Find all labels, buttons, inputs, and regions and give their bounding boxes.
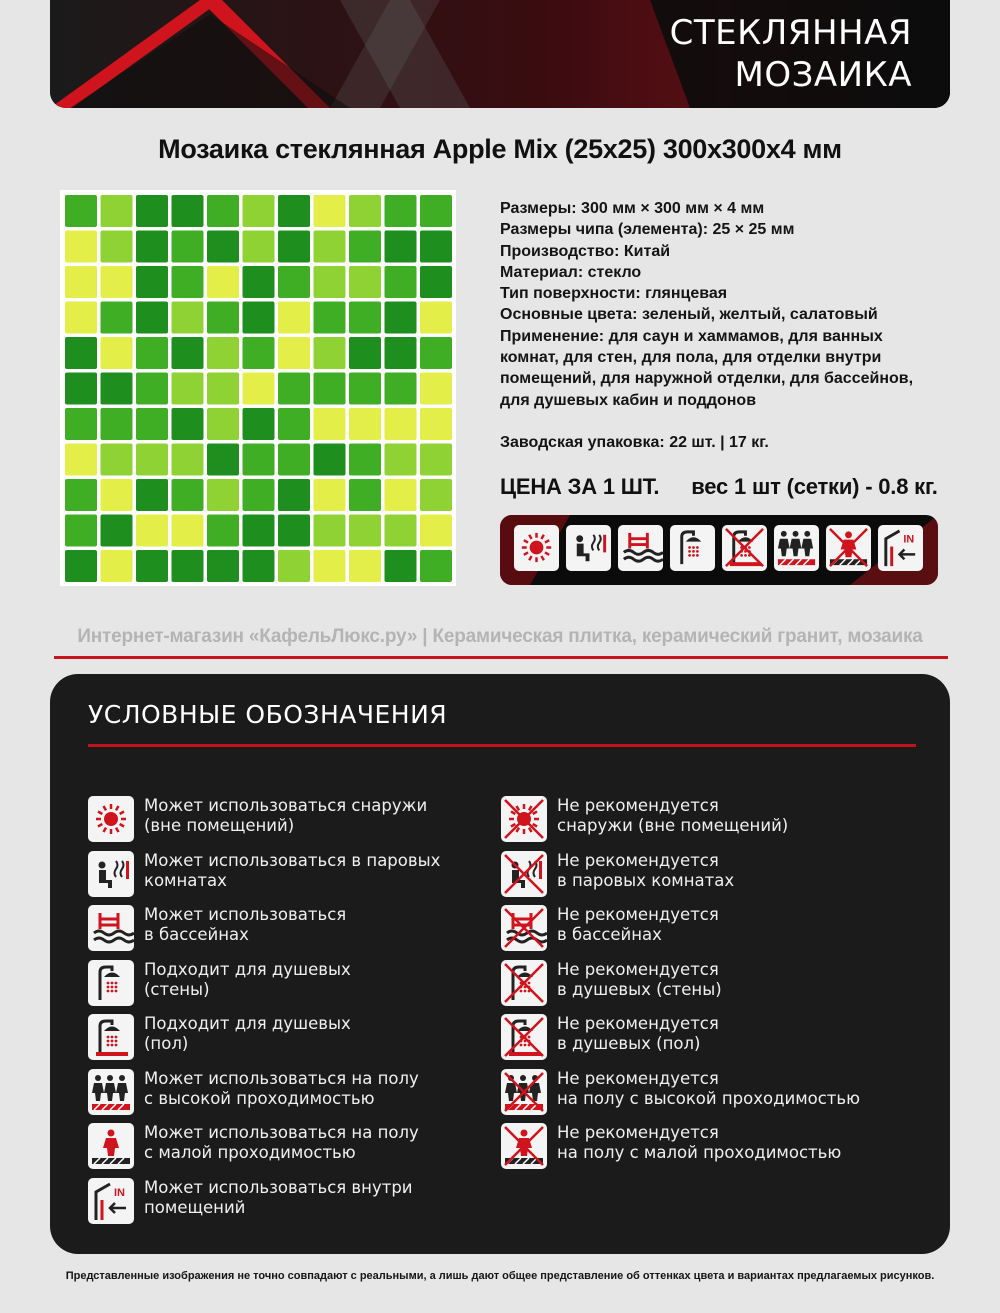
mosaic-tile <box>65 231 97 263</box>
mosaic-tile <box>278 550 310 582</box>
mosaic-tile <box>65 479 97 511</box>
spec-material: Материал: стекло <box>500 263 642 281</box>
mosaic-tile <box>136 479 168 511</box>
legend-item-line2: в бассейнах <box>557 925 662 944</box>
legend-item-text <box>557 1123 877 1163</box>
spec-usage-3: помещений, для наружной отделки, для бассейнов, <box>500 370 914 388</box>
mosaic-tile <box>101 231 133 263</box>
steam-room-crossed-icon <box>501 851 547 897</box>
mosaic-tiles <box>60 190 456 586</box>
mosaic-image <box>60 190 456 586</box>
legend-item <box>88 1014 488 1064</box>
mosaic-tile <box>207 302 239 334</box>
weight-label: вес 1 шт (сетки) - 0.8 кг. <box>691 474 938 499</box>
indoor-icon <box>88 1178 134 1224</box>
pool-crossed-icon <box>501 905 547 951</box>
legend-item-line2: в паровых комнатах <box>557 870 735 890</box>
mosaic-tile <box>172 373 204 405</box>
mosaic-tile <box>314 408 346 440</box>
legend-item-text <box>557 851 877 891</box>
legend-item-text <box>144 796 464 836</box>
legend-item <box>88 1178 488 1228</box>
legend-item-line2: с малой проходимостью <box>144 1143 356 1162</box>
mosaic-tile <box>314 515 346 547</box>
sun-icon <box>88 796 134 842</box>
mosaic-tile <box>420 195 452 227</box>
legend-item <box>88 1069 488 1119</box>
mosaic-tile <box>172 302 204 334</box>
legend-item-line2: снаружи (вне помещений) <box>557 816 789 835</box>
mosaic-tile <box>278 444 310 476</box>
legend-item <box>501 796 901 846</box>
mosaic-tile <box>278 231 310 263</box>
legend-item-line1: Не рекомендуется <box>557 850 719 870</box>
mosaic-tile <box>207 195 239 227</box>
legend-item-line2: на полу с малой проходимостью <box>557 1143 842 1162</box>
mosaic-tile <box>278 195 310 227</box>
mosaic-tile <box>385 444 417 476</box>
pool-icon <box>618 525 663 571</box>
mosaic-tile <box>101 302 133 334</box>
legend-item <box>501 905 901 955</box>
mosaic-tile <box>349 337 381 369</box>
low-traffic-floor-icon <box>88 1123 134 1169</box>
mosaic-tile <box>420 302 452 334</box>
mosaic-tile <box>278 266 310 298</box>
mosaic-tile <box>314 444 346 476</box>
mosaic-tile <box>65 195 97 227</box>
legend-item-text <box>144 1069 464 1109</box>
mosaic-tile <box>314 302 346 334</box>
mosaic-tile <box>278 373 310 405</box>
shower-wall-crossed-icon <box>501 960 547 1006</box>
mosaic-tile <box>207 444 239 476</box>
legend-item-line2: (стены) <box>144 979 210 999</box>
mosaic-tile <box>65 550 97 582</box>
spec-surface: Тип поверхности: глянцевая <box>500 285 728 303</box>
legend-item-line1: Не рекомендуется <box>557 1123 719 1142</box>
spec-usage-2: комнат, для стен, для пола, для отделки внутри <box>500 349 882 367</box>
mosaic-tile <box>349 515 381 547</box>
legend-item-line1: Не рекомендуется <box>557 796 719 815</box>
legend-item-line2: комнатах <box>144 870 227 890</box>
mosaic-tile <box>65 266 97 298</box>
legend-item-line2: (вне помещений) <box>144 816 295 835</box>
legend-item-line1: Может использоваться снаружи <box>144 796 428 815</box>
mosaic-tile <box>243 266 275 298</box>
mosaic-tile <box>172 444 204 476</box>
shop-divider <box>54 656 948 659</box>
mosaic-tile <box>136 515 168 547</box>
mosaic-tile <box>385 302 417 334</box>
mosaic-tile <box>207 408 239 440</box>
mosaic-tile <box>314 231 346 263</box>
mosaic-tile <box>243 373 275 405</box>
mosaic-tile <box>278 515 310 547</box>
disclaimer: Представленные изображения не точно совпадают с реальными, а лишь дают общее представление об оттенках цвета и вариантах предлагаемых рисунков. <box>65 1270 935 1282</box>
spec-packaging: Заводская упаковка: 22 шт. | 17 кг. <box>500 433 769 451</box>
shower-floor-icon <box>88 1014 134 1060</box>
mosaic-tile <box>243 337 275 369</box>
banner-title-line1: СТЕКЛЯННАЯ <box>669 13 912 53</box>
mosaic-tile <box>172 479 204 511</box>
mosaic-tile <box>172 408 204 440</box>
legend-item-line1: Подходит для душевых <box>144 959 351 979</box>
mosaic-tile <box>243 515 275 547</box>
mosaic-tile <box>101 515 133 547</box>
mosaic-tile <box>349 550 381 582</box>
steam-room-icon <box>88 851 134 897</box>
product-icons-row <box>514 525 923 571</box>
product-icons-panel <box>500 515 938 585</box>
mosaic-tile <box>136 337 168 369</box>
mosaic-tile <box>314 195 346 227</box>
legend-item <box>88 960 488 1010</box>
mosaic-tile <box>65 302 97 334</box>
shower-floor-crossed-icon <box>722 525 767 571</box>
mosaic-tile <box>243 231 275 263</box>
legend-item-text <box>144 1123 464 1163</box>
spec-origin: Производство: Китай <box>500 242 671 260</box>
mosaic-tile <box>314 337 346 369</box>
legend-item-line1: Может использоваться на полу <box>144 1123 419 1142</box>
legend-item-text <box>557 960 877 1000</box>
mosaic-tile <box>420 373 452 405</box>
legend-item-line2: в душевых (стены) <box>557 979 722 999</box>
legend-divider <box>88 744 916 747</box>
sun-icon <box>514 525 559 571</box>
mosaic-tile <box>420 550 452 582</box>
shower-wall-icon <box>88 960 134 1006</box>
shower-wall-icon <box>670 525 715 571</box>
mosaic-tile <box>349 408 381 440</box>
mosaic-tile <box>385 337 417 369</box>
mosaic-tile <box>314 479 346 511</box>
legend-item-line1: Не рекомендуется <box>557 1014 719 1033</box>
low-traffic-floor-crossed-icon <box>826 525 871 571</box>
mosaic-tile <box>420 337 452 369</box>
mosaic-tile <box>349 266 381 298</box>
mosaic-tile <box>207 231 239 263</box>
mosaic-tile <box>349 479 381 511</box>
mosaic-tile <box>101 337 133 369</box>
mosaic-tile <box>207 550 239 582</box>
mosaic-tile <box>385 373 417 405</box>
mosaic-tile <box>243 195 275 227</box>
mosaic-tile <box>385 231 417 263</box>
mosaic-tile <box>420 515 452 547</box>
mosaic-tile <box>65 373 97 405</box>
mosaic-tile <box>314 373 346 405</box>
legend-item-text <box>557 1014 877 1054</box>
mosaic-tile <box>101 479 133 511</box>
mosaic-tile <box>172 337 204 369</box>
mosaic-tile <box>385 266 417 298</box>
legend-item-text <box>144 851 464 891</box>
mosaic-tile <box>385 515 417 547</box>
mosaic-tile <box>172 231 204 263</box>
mosaic-tile <box>314 266 346 298</box>
mosaic-tile <box>172 195 204 227</box>
mosaic-tile <box>207 479 239 511</box>
price-label: ЦЕНА ЗА 1 ШТ. <box>500 474 660 499</box>
mosaic-tile <box>101 444 133 476</box>
mosaic-tile <box>65 337 97 369</box>
svg-text:IN: IN <box>903 533 915 546</box>
mosaic-tile <box>136 195 168 227</box>
mosaic-tile <box>136 408 168 440</box>
mosaic-tile <box>278 302 310 334</box>
mosaic-tile <box>101 408 133 440</box>
mosaic-tile <box>101 266 133 298</box>
mosaic-tile <box>136 444 168 476</box>
pool-icon <box>88 905 134 951</box>
mosaic-tile <box>172 515 204 547</box>
mosaic-tile <box>349 373 381 405</box>
mosaic-tile <box>65 408 97 440</box>
legend-item-line1: Может использоваться в паровых <box>144 850 441 870</box>
mosaic-tile <box>349 231 381 263</box>
mosaic-tile <box>65 515 97 547</box>
banner-title-line2: МОЗАИКА <box>734 55 912 95</box>
legend-item <box>501 1123 901 1173</box>
mosaic-tile <box>243 479 275 511</box>
mosaic-tile <box>207 515 239 547</box>
sun-crossed-icon <box>501 796 547 842</box>
spec-size: Размеры: 300 мм × 300 мм × 4 мм <box>500 200 765 217</box>
mosaic-tile <box>385 479 417 511</box>
mosaic-tile <box>172 550 204 582</box>
mosaic-tile <box>136 373 168 405</box>
spec-usage-4: для душевых кабин и поддонов <box>500 391 757 409</box>
mosaic-tile <box>278 408 310 440</box>
legend-item-line2: в душевых (пол) <box>557 1034 701 1053</box>
legend-item-text <box>144 960 464 1000</box>
mosaic-tile <box>420 408 452 440</box>
legend-item-text <box>557 1069 877 1109</box>
legend-item-line1: Не рекомендуется <box>557 905 719 924</box>
mosaic-tile <box>278 337 310 369</box>
mosaic-tile <box>243 408 275 440</box>
mosaic-tile <box>172 266 204 298</box>
banner-title <box>670 12 912 96</box>
product-title: Мозаика стеклянная Apple Mix (25x25) 300x300x4 мм <box>158 134 842 164</box>
mosaic-tile <box>136 266 168 298</box>
mosaic-tile <box>136 550 168 582</box>
mosaic-tile <box>243 444 275 476</box>
svg-text:IN: IN <box>114 1186 125 1199</box>
legend-item <box>501 960 901 1010</box>
mosaic-tile <box>349 444 381 476</box>
legend-item-line1: Может использоваться <box>144 905 347 924</box>
spec-usage-1: Применение: для саун и хаммамов, для ванных <box>500 327 883 345</box>
legend-item <box>88 1123 488 1173</box>
spec-chip-size: Размеры чипа (элемента): 25 × 25 мм <box>500 221 795 239</box>
legend-item <box>501 851 901 901</box>
legend-item-line1: Не рекомендуется <box>557 959 719 979</box>
mosaic-tile <box>65 444 97 476</box>
legend-panel <box>50 674 950 1254</box>
legend-item-line1: Подходит для душевых <box>144 1014 351 1033</box>
spec-list <box>500 198 930 453</box>
legend-item-line2: (пол) <box>144 1034 189 1053</box>
legend-item-text <box>557 905 877 945</box>
mosaic-tile <box>101 195 133 227</box>
legend-title: УСЛОВНЫЕ ОБОЗНАЧЕНИЯ <box>88 700 448 729</box>
mosaic-tile <box>243 550 275 582</box>
mosaic-tile <box>207 337 239 369</box>
mosaic-tile <box>101 550 133 582</box>
mosaic-tile <box>101 373 133 405</box>
mosaic-tile <box>136 231 168 263</box>
indoor-icon <box>878 525 923 571</box>
low-traffic-floor-crossed-icon <box>501 1123 547 1169</box>
legend-item <box>501 1014 901 1064</box>
mosaic-tile <box>136 302 168 334</box>
shower-floor-crossed-icon <box>501 1014 547 1060</box>
mosaic-tile <box>385 195 417 227</box>
high-traffic-floor-icon <box>774 525 819 571</box>
legend-item-line2: на полу с высокой проходимостью <box>557 1088 861 1108</box>
mosaic-tile <box>314 550 346 582</box>
mosaic-tile <box>278 479 310 511</box>
shop-tagline: Интернет-магазин «КафельЛюкс.ру» | Керамическая плитка, керамический гранит, мозаика <box>77 626 923 647</box>
mosaic-tile <box>385 408 417 440</box>
mosaic-tile <box>420 444 452 476</box>
legend-item-line2: помещений <box>144 1197 246 1217</box>
mosaic-tile <box>349 195 381 227</box>
legend-item-line1: Может использоваться на полу <box>144 1068 419 1088</box>
mosaic-tile <box>420 231 452 263</box>
legend-item-line1: Может использоваться внутри <box>144 1177 413 1197</box>
price-line <box>500 474 960 500</box>
legend-item <box>88 796 488 846</box>
mosaic-tile <box>243 302 275 334</box>
mosaic-tile <box>207 266 239 298</box>
legend-item-line2: в бассейнах <box>144 925 249 944</box>
legend-item-text <box>144 1014 464 1054</box>
spec-colors: Основные цвета: зеленый, желтый, салатовый <box>500 306 878 324</box>
high-traffic-floor-crossed-icon <box>501 1069 547 1115</box>
mosaic-tile <box>385 550 417 582</box>
high-traffic-floor-icon <box>88 1069 134 1115</box>
legend-item <box>88 905 488 955</box>
legend-item <box>88 851 488 901</box>
legend-item-line2: с высокой проходимостью <box>144 1088 375 1108</box>
legend-item-text <box>144 905 464 945</box>
mosaic-tile <box>349 302 381 334</box>
mosaic-tile <box>420 479 452 511</box>
mosaic-tile <box>420 266 452 298</box>
steam-room-icon <box>566 525 611 571</box>
legend-item-text <box>144 1178 464 1218</box>
mosaic-tile <box>207 373 239 405</box>
legend-item <box>501 1069 901 1119</box>
legend-item-text <box>557 796 877 836</box>
legend-item-line1: Не рекомендуется <box>557 1068 719 1088</box>
header-banner <box>50 0 950 108</box>
